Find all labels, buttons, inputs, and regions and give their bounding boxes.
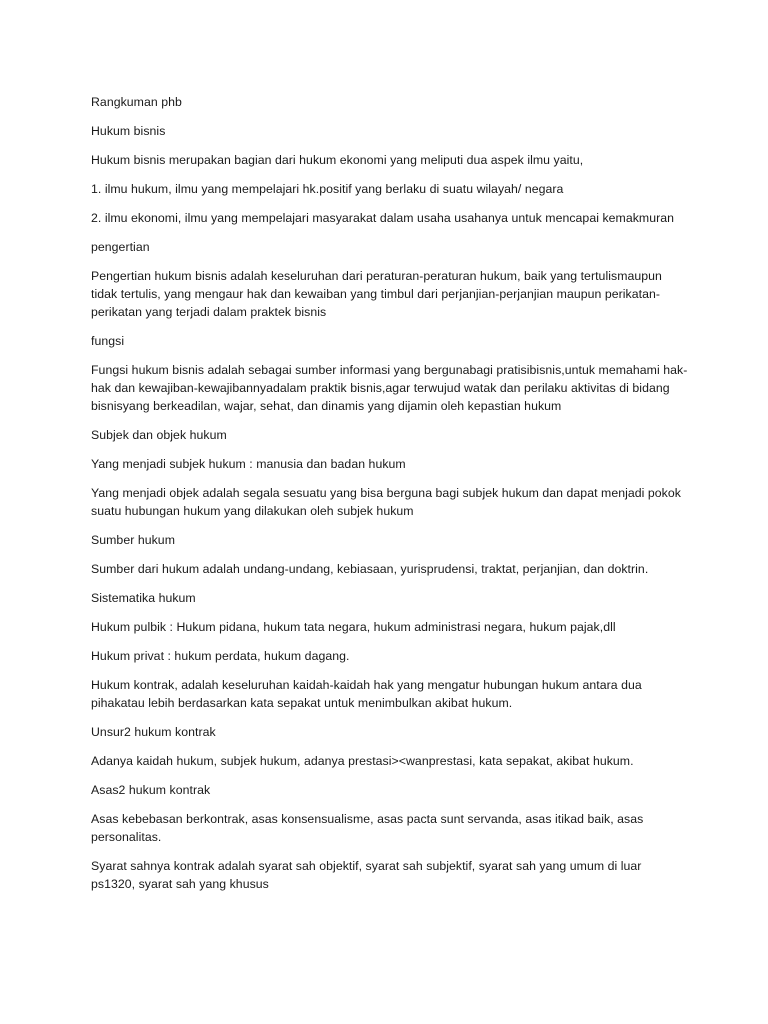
section-heading-sumber-hukum: Sumber hukum [91, 533, 175, 547]
paragraph-item-ilmu-ekonomi: 2. ilmu ekonomi, ilmu yang mempelajari masyarakat dalam usaha usahanya untuk mencapai kemakmuran [91, 211, 675, 225]
section-heading-sistematika: Sistematika hukum [91, 591, 196, 605]
paragraph-definition-intro: Hukum bisnis merupakan bagian dari hukum ekonomi yang meliputi dua aspek ilmu yaitu, [91, 153, 584, 167]
section-heading-unsur: Unsur2 hukum kontrak [91, 725, 216, 739]
paragraph-subjek-hukum: Yang menjadi subjek hukum : manusia dan badan hukum [91, 457, 406, 471]
paragraph-item-ilmu-hukum: 1. ilmu hukum, ilmu yang mempelajari hk.positif yang berlaku di suatu wilayah/ negara [91, 182, 564, 196]
paragraph-hukum-privat: Hukum privat : hukum perdata, hukum dagang. [91, 649, 350, 663]
section-heading-asas: Asas2 hukum kontrak [91, 783, 211, 797]
paragraph-fungsi: Fungsi hukum bisnis adalah sebagai sumber informasi yang bergunabagi pratisibisnis,untuk memahami hak-hak dan kewajiban-kewajibannyadalam praktik bisnis,agar terwujud watak dan perilaku aktivitas di bidang bisnisyang berkeadilan, wajar, sehat, dan dinamis yang dijamin oleh kepastian hukum [91, 363, 688, 413]
paragraph-hukum-publik: Hukum pulbik : Hukum pidana, hukum tata negara, hukum administrasi negara, hukum pajak,dll [91, 620, 616, 634]
section-heading-fungsi: fungsi [91, 334, 125, 348]
paragraph-unsur: Adanya kaidah hukum, subjek hukum, adanya prestasi><wanprestasi, kata sepakat, akibat hukum. [91, 754, 634, 768]
paragraph-hukum-kontrak: Hukum kontrak, adalah keseluruhan kaidah-kaidah hak yang mengatur hubungan hukum antara dua pihakatau lebih berdasarkan kata sepakat untuk menimbulkan akibat hukum. [91, 678, 642, 710]
paragraph-asas: Asas kebebasan berkontrak, asas konsensualisme, asas pacta sunt servanda, asas itikad baik, asas personalitas. [91, 812, 644, 844]
paragraph-sumber-hukum: Sumber dari hukum adalah undang-undang, kebiasaan, yurisprudensi, traktat, perjanjian, dan doktrin. [91, 562, 649, 576]
document-title: Rangkuman phb [91, 95, 182, 109]
section-heading-hukum-bisnis: Hukum bisnis [91, 124, 166, 138]
section-heading-pengertian: pengertian [91, 240, 150, 254]
paragraph-objek-hukum: Yang menjadi objek adalah segala sesuatu yang bisa berguna bagi subjek hukum dan dapat menjadi pokok suatu hubungan hukum yang dilakukan oleh subjek hukum [91, 486, 681, 518]
paragraph-pengertian: Pengertian hukum bisnis adalah keseluruhan dari peraturan-peraturan hukum, baik yang tertulismaupun tidak tertulis, yang mengaur hak dan kewaiban yang timbul dari perjanjian-perjanjian maupun perikatan-perikatan yang terjadi dalam praktek bisnis [91, 269, 662, 319]
section-heading-subjek-objek: Subjek dan objek hukum [91, 428, 227, 442]
paragraph-syarat-sah: Syarat sahnya kontrak adalah syarat sah objektif, syarat sah subjektif, syarat sah yang umum di luar ps1320, syarat sah yang khusus [91, 859, 642, 891]
